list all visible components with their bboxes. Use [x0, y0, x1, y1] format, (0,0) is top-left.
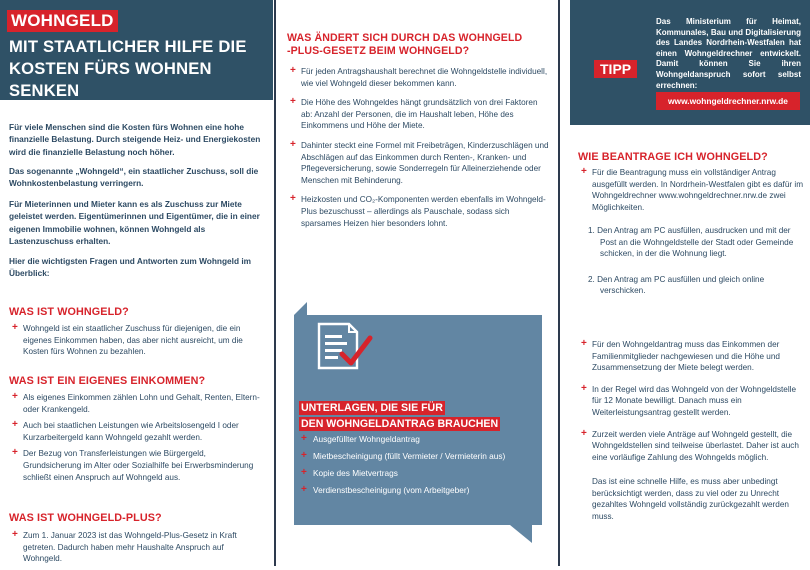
intro-paragraph-3: Für Mieterinnen und Mieter kann es als Zuschuss zur Miete geleistet werden. Eigentümerinnen und Eigentümer, die in einer eigenen Immobilie wohnen, können Wohngeld als Lastenzuschuss erhalten.	[9, 199, 260, 247]
column-3	[562, 0, 810, 566]
section-title-was-ist-wohngeld: WAS IST WOHNGELD?	[9, 306, 129, 318]
changes-list	[287, 66, 549, 234]
list-item: + Für die Beantragung muss ein vollständiger Antrag ausgefüllt werden. In Nordrhein-Westfalen gibt es dafür im Wohngeldrechner www.wohngeldrechner.nrw.de zwei Möglichkeiten.	[578, 167, 804, 213]
tip-tag: TIPP	[594, 60, 637, 78]
section-2-list	[9, 392, 264, 488]
section-title-eigenes-einkommen: WAS IST EIN EIGENES EINKOMMEN?	[9, 375, 206, 387]
box-title-line-2: DEN WOHNGELDANTRAG BRAUCHEN	[301, 418, 499, 430]
section-title-aenderungen	[287, 32, 549, 58]
options-list	[588, 225, 798, 297]
hero-banner	[0, 0, 273, 100]
list-item: + Als eigenes Einkommen zählen Lohn und Gehalt, Renten, Eltern- oder Krankengeld.	[9, 392, 264, 415]
application-list	[578, 167, 804, 218]
list-item: + Mietbescheinigung (füllt Vermieter / Vermieterin aus)	[299, 451, 539, 462]
list-item: + Verdienstbescheinigung (vom Arbeitgeber)	[299, 485, 539, 496]
column-divider	[558, 0, 560, 566]
intro-paragraph-2: Das sogenannte „Wohngeld“, ein staatlicher Zuschuss, soll die Wohnkostenbelastung verringern.	[9, 166, 259, 189]
documents-list	[299, 434, 539, 502]
calculator-link[interactable]: www.wohngeldrechner.nrw.de	[656, 92, 800, 110]
list-item: + Heizkosten und CO₂-Komponenten werden ebenfalls im Wohngeld-Plus bezuschusst – allerdings als Pauschale, sodass sich sparsames Heizen hier besonders lohnt.	[287, 194, 549, 229]
option-item: 2. Den Antrag am PC ausfüllen und gleich online verschicken.	[588, 274, 765, 295]
title-line-2: -PLUS-GESETZ BEIM WOHNGELD?	[287, 45, 470, 57]
section-1-list	[9, 323, 264, 363]
list-item: + Dahinter steckt eine Formel mit Freibeträgen, Kinderzuschlägen und Abschlägen auf das Einkommen durch Renten-, Kranken- und Pflegeversicherung, sowie Sonderregeln für Alleinerziehende oder Menschen mit Behinderung.	[287, 140, 549, 186]
list-item: + Kopie des Mietvertrags	[299, 468, 539, 479]
hero-tag: WOHNGELD	[7, 10, 118, 32]
list-item: + Der Bezug von Transferleistungen wie Bürgergeld, Grundsicherung im Alter oder Sozialhilfe bei Erwerbsminderung schließt einen Anspruch auf Wohngeld aus.	[9, 448, 264, 483]
section-title-beantragen: WIE BEANTRAGE ICH WOHNGELD?	[578, 151, 768, 163]
box-tail	[510, 525, 532, 543]
box-title	[299, 399, 539, 431]
section-title-wohngeld-plus: WAS IST WOHNGELD-PLUS?	[9, 512, 162, 524]
list-item: + Ausgefüllter Wohngeldantrag	[299, 434, 539, 445]
section-3-list	[9, 530, 264, 570]
tip-box	[570, 0, 810, 125]
hero-title-line-2: KOSTEN FÜRS WOHNEN SENKEN	[9, 59, 212, 100]
list-item: + Auch bei staatlichen Leistungen wie Arbeitslosengeld I oder Kurzarbeitergeld kann Wohngeld gezahlt werden.	[9, 420, 264, 443]
column-divider	[274, 0, 276, 566]
list-item: + Wohngeld ist ein staatlicher Zuschuss für diejenigen, die ein eigenes Einkommen haben, das aber nicht ausreicht, um die Kosten fürs Wohnen zu bezahlen.	[9, 323, 264, 358]
list-item: + In der Regel wird das Wohngeld von der Wohngeldstelle für 12 Monate bewilligt. Danach muss ein Weiterleistungsantrag gestellt werden.	[578, 384, 806, 419]
document-checkmark-icon	[315, 322, 375, 372]
list-item: + Für jeden Antragshaushalt berechnet die Wohngeldstelle individuell, wie viel Wohngeld dieser bekommen kann.	[287, 66, 549, 89]
intro-paragraph-1: Für viele Menschen sind die Kosten fürs Wohnen eine hohe finanzielle Belastung. Durch steigende Heiz- und Energiekosten wird die finanzielle Belastung noch höher.	[9, 122, 261, 157]
hero-title	[9, 36, 269, 102]
column-1	[0, 0, 273, 566]
option-item: 1. Den Antrag am PC ausfüllen, ausdrucken und mit der Post an die Wohngeldstelle der Stadt oder Gemeinde schicken, in der die Wohnung liegt.	[588, 226, 794, 258]
list-item: + Für den Wohngeldantrag muss das Einkommen der Familienmitglieder nachgewiesen und die Höhe und Zusammensetzung der Miete belegt werden.	[578, 339, 806, 374]
title-line-1: WAS ÄNDERT SICH DURCH DAS WOHNGELD	[287, 32, 523, 44]
tip-text: Das Ministerium für Heimat, Kommunales, Bau und Digitalisierung des Landes Nordrhein-Westfalen hat einen Wohngeldrechner entwickelt. Damit können Sie ihren Wohngeldanspruch sofort selbst errechnen:	[656, 17, 801, 90]
intro-paragraph-4: Hier die wichtigsten Fragen und Antworten zum Wohngeld im Überblick:	[9, 256, 251, 279]
closing-note: Das ist eine schnelle Hilfe, es muss aber unbedingt berücksichtigt werden, dass zu viel oder zu Unrecht gezahltes Wohngeld vollständig zurückgezahlt werden muss.	[592, 477, 789, 521]
list-item: + Die Höhe des Wohngeldes hängt grundsätzlich von drei Faktoren ab: Anzahl der Personen, die im Haushalt leben, Höhe des Einkommens und Höhe der Miete.	[287, 97, 549, 132]
hero-title-line-1: MIT STAATLICHER HILFE DIE	[9, 37, 247, 56]
list-item: + Zurzeit werden viele Anträge auf Wohngeld gestellt, die Wohngeldstellen sind teilweise überlastet. Daher ist auch eine vorläufige Zahlung des Wohngelds möglich.	[578, 429, 806, 464]
process-list	[578, 339, 806, 468]
box-corner	[294, 302, 307, 315]
list-item: + Zum 1. Januar 2023 ist das Wohngeld-Plus-Gesetz in Kraft getreten. Dadurch haben mehr Haushalte Anspruch auf Wohngeld.	[9, 530, 264, 565]
column-2	[277, 0, 555, 566]
box-title-line-1: UNTERLAGEN, DIE SIE FÜR	[301, 402, 443, 414]
